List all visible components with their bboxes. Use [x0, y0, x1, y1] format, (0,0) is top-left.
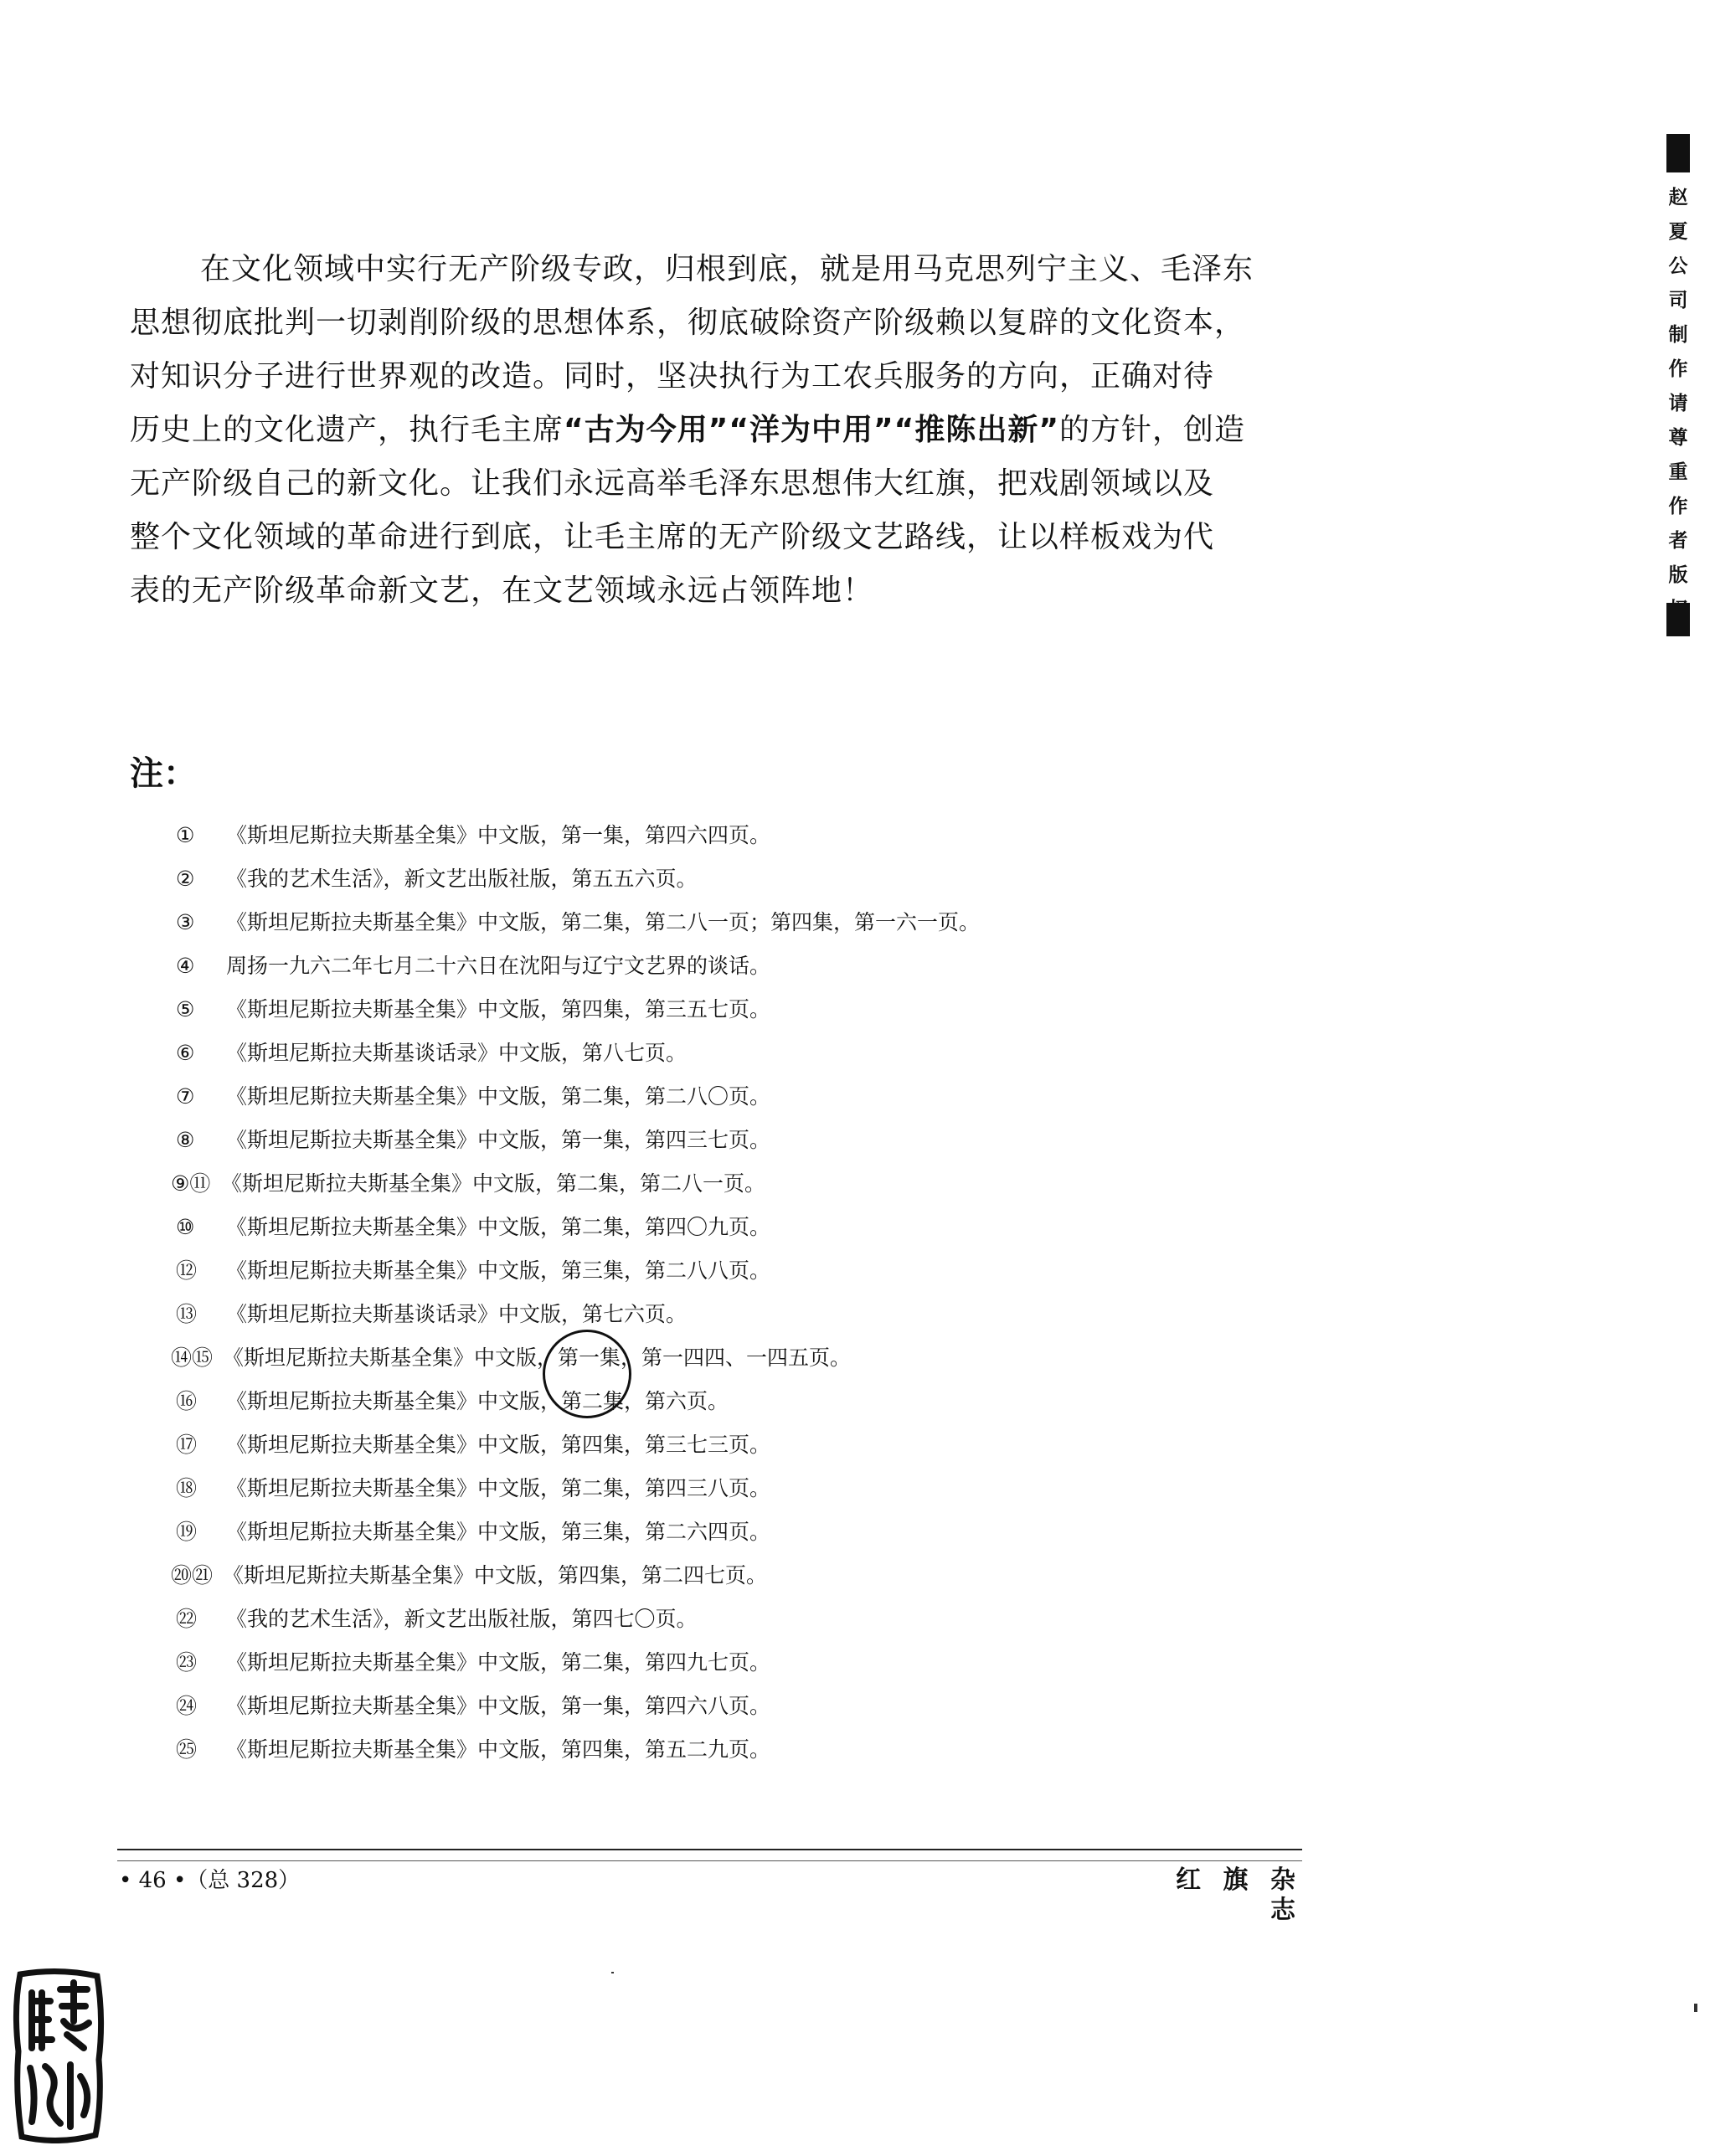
note-text: 《斯坦尼斯拉夫斯基全集》中文版，第二集，第二八一页；第四集，第一六一页。	[226, 910, 981, 934]
paragraph-line: 在文化领域中实行无产阶级专政，归根到底，就是用马克思列宁主义、毛泽东	[200, 252, 1254, 286]
note-marker: ⑥	[176, 1041, 195, 1065]
footer-rule-thin	[117, 1860, 1302, 1861]
note-text: 《斯坦尼斯拉夫斯基全集》中文版，第二集，第四九七页。	[226, 1650, 771, 1675]
note-marker: ⑳㉑	[171, 1563, 214, 1587]
note-text: 《斯坦尼斯拉夫斯基全集》中文版，第一集，第四三七页。	[226, 1128, 771, 1152]
page-number: • 46 •（总 328）	[119, 1868, 301, 1893]
note-marker: ⑦	[176, 1084, 195, 1109]
note-text: 《斯坦尼斯拉夫斯基全集》中文版，第二集，第二八〇页。	[226, 1084, 771, 1109]
note-item	[176, 1472, 770, 1505]
note-marker: ㉓	[176, 1650, 198, 1675]
paragraph-line: 思想彻底批判一切剥削阶级的思想体系，彻底破除资产阶级赖以复辟的文化资本，	[130, 306, 1246, 340]
journal-name: 红 旗 杂 志	[1176, 1865, 1302, 1925]
note-text: 《我的艺术生活》，新文艺出版社版，第五五六页。	[226, 867, 698, 891]
note-item	[176, 1124, 770, 1157]
note-text: 《斯坦尼斯拉夫斯基全集》中文版，第一集，第四六八页。	[226, 1694, 771, 1718]
note-marker: ㉕	[176, 1737, 198, 1762]
note-item	[176, 1690, 770, 1723]
side-strip-text: 赵夏公司制作请尊重作者版	[1668, 187, 1688, 586]
seal-stamp-icon	[12, 1968, 106, 2143]
slogan-gu-wei-jin-yong: “古为今用”	[564, 413, 729, 447]
side-strip-bar-bottom	[1666, 603, 1690, 636]
note-item	[171, 1559, 767, 1593]
note-item	[176, 1385, 729, 1418]
note-text: 《斯坦尼斯拉夫斯基全集》中文版，第一集，第四六四页。	[226, 823, 771, 847]
note-marker: ③	[176, 910, 195, 934]
note-text: 《斯坦尼斯拉夫斯基谈话录》中文版，第七六页。	[226, 1302, 688, 1326]
note-item	[176, 1037, 687, 1070]
note-marker: ⑲	[176, 1520, 198, 1544]
note-text: 《斯坦尼斯拉夫斯基全集》中文版，第四集，第三五七页。	[226, 997, 771, 1021]
note-marker: ⑭⑮	[171, 1346, 214, 1370]
note-item	[176, 949, 770, 983]
note-text: 周扬一九六二年七月二十六日在沈阳与辽宁文艺界的谈话。	[226, 954, 771, 978]
note-text: 《斯坦尼斯拉夫斯基全集》中文版，第一集，第一四四、一四五页。	[223, 1346, 852, 1370]
note-marker: ⑬	[176, 1302, 198, 1326]
copyright-side-strip	[1666, 134, 1697, 645]
note-marker: ㉒	[176, 1607, 198, 1631]
paragraph-line: 表的无产阶级革命新文艺，在文艺领域永远占领阵地！	[130, 574, 874, 608]
note-marker: ⑯	[176, 1389, 198, 1413]
note-text: 《斯坦尼斯拉夫斯基谈话录》中文版，第八七页。	[226, 1041, 688, 1065]
slogan-yang-wei-zhong-yong: “洋为中用”	[729, 413, 894, 447]
note-item	[176, 1080, 770, 1114]
paragraph-line: 整个文化领域的革命进行到底，让毛主席的无产阶级文艺路线，让以样板戏为代	[130, 520, 1215, 554]
paragraph-line-head: 历史上的文化遗产，执行毛主席	[130, 413, 564, 447]
note-item	[176, 1603, 698, 1636]
scan-speck	[611, 1972, 614, 1973]
paragraph-line-with-slogans	[130, 404, 1245, 457]
note-text: 《斯坦尼斯拉夫斯基全集》中文版，第四集，第五二九页。	[226, 1737, 771, 1762]
note-text: 《斯坦尼斯拉夫斯基全集》中文版，第二集，第四三八页。	[226, 1476, 771, 1500]
note-text: 《斯坦尼斯拉夫斯基全集》中文版，第四集，第二四七页。	[223, 1563, 768, 1587]
note-marker: ⑱	[176, 1476, 198, 1500]
slogan-tui-chen-chu-xin: “推陈出新”	[894, 413, 1059, 447]
note-item	[171, 1341, 851, 1375]
note-marker: ⑤	[176, 997, 195, 1021]
note-marker: ㉔	[176, 1694, 198, 1718]
footer-rule	[117, 1849, 1302, 1850]
note-text: 《斯坦尼斯拉夫斯基全集》中文版，第三集，第二六四页。	[226, 1520, 771, 1544]
note-item	[176, 819, 770, 852]
note-item	[176, 1733, 770, 1767]
note-item	[176, 993, 770, 1027]
note-item	[176, 1428, 770, 1462]
note-marker: ②	[176, 867, 195, 891]
note-text: 《我的艺术生活》，新文艺出版社版，第四七〇页。	[226, 1607, 698, 1631]
note-marker: ⑩	[176, 1215, 195, 1239]
note-marker: ⑰	[176, 1433, 198, 1457]
note-marker: ④	[176, 954, 195, 978]
paragraph-line: 对知识分子进行世界观的改造。同时，坚决执行为工农兵服务的方向，正确对待	[130, 359, 1215, 394]
side-strip-bar-top	[1666, 134, 1690, 172]
paragraph-line-tail: 的方针，创造	[1059, 413, 1246, 447]
note-text: 《斯坦尼斯拉夫斯基全集》中文版，第二集，第六页。	[226, 1389, 729, 1413]
note-item	[176, 1211, 770, 1244]
note-text: 《斯坦尼斯拉夫斯基全集》中文版，第四集，第三七三页。	[226, 1433, 771, 1457]
note-marker: ⑨⑪	[171, 1171, 211, 1196]
note-text: 《斯坦尼斯拉夫斯基全集》中文版，第二集，第四〇九页。	[226, 1215, 771, 1239]
note-item	[176, 1254, 770, 1288]
handwritten-circle-mark	[543, 1330, 631, 1418]
note-text: 《斯坦尼斯拉夫斯基全集》中文版，第三集，第二八八页。	[226, 1258, 771, 1283]
note-text: 《斯坦尼斯拉夫斯基全集》中文版，第二集，第二八一页。	[221, 1171, 766, 1196]
note-marker: ⑫	[176, 1258, 198, 1283]
paragraph-line: 无产阶级自己的新文化。让我们永远高举毛泽东思想伟大红旗，把戏剧领域以及	[130, 466, 1215, 501]
note-item	[176, 906, 980, 939]
note-marker: ⑧	[176, 1128, 195, 1152]
note-item	[176, 862, 698, 896]
note-item	[176, 1646, 770, 1680]
notes-heading: 注：	[130, 754, 197, 793]
scan-speck	[1694, 2004, 1697, 2012]
note-item	[171, 1167, 765, 1201]
note-item	[176, 1515, 770, 1549]
note-marker: ①	[176, 823, 195, 847]
note-item	[176, 1298, 687, 1331]
